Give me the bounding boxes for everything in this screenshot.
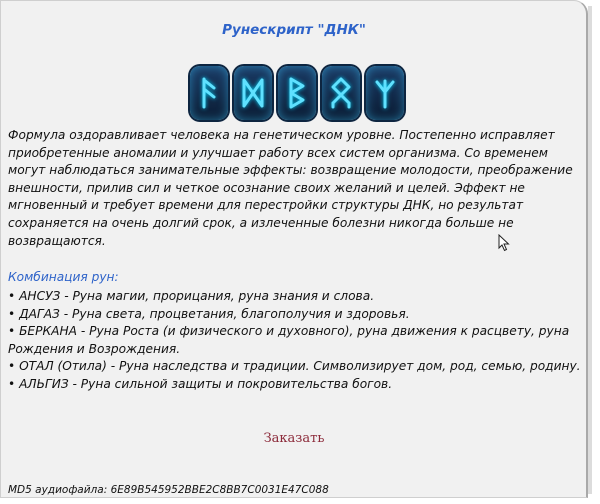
mouse-cursor-icon <box>498 234 510 252</box>
list-item: • АНСУЗ - Руна магии, прорицания, руна знания и слова. <box>8 289 375 303</box>
order-link[interactable]: Заказать <box>263 431 325 446</box>
combination-heading: Комбинация рун: <box>8 270 119 284</box>
list-item: • АЛЬГИЗ - Руна сильной защиты и покровительства богов. <box>8 376 393 391</box>
md5-text: MD5 аудиофайла: 6E89B545952BBE2C8BB7C0031E47C088 <box>8 484 329 496</box>
berkana-rune-icon <box>278 66 316 120</box>
algiz-rune-icon <box>366 66 404 120</box>
card-shadow <box>588 6 592 494</box>
description-text: Формула оздоравливает человека на генетическом уровне. Постепенно исправляет приобретенные аномалии и улучшает работу всех систем организма. Со временем могут наблюдаться занимательные эффекты: возвращение молодости, преображение внешности, прилив сил и четкое осознание своих желаний и целей. Эффект не мгновенный и требует времени для перестройки структуры ДНК, но результат сохраняется на очень долгий срок, а излеченные болезни никогда больше не возвращаются. <box>8 128 573 248</box>
rune-image <box>190 66 404 120</box>
ansuz-rune-icon <box>190 66 228 120</box>
dagaz-rune-icon <box>234 66 272 120</box>
list-item: • ОТАЛ (Отила) - Руна наследства и традиции. Символизирует дом, род, семью, родину. <box>8 359 581 374</box>
rune-list <box>8 288 584 394</box>
list-item: • БЕРКАНА - Руна Роста (и физического и духовного), руна движения к расцвету, руна Рождения и Возрождения. <box>8 324 570 356</box>
list-item: • ДАГАЗ - Руна света, процветания, благополучия и здоровья. <box>8 306 410 321</box>
page-title: Рунескрипт "ДНК" <box>222 22 366 38</box>
othala-rune-icon <box>322 66 360 120</box>
